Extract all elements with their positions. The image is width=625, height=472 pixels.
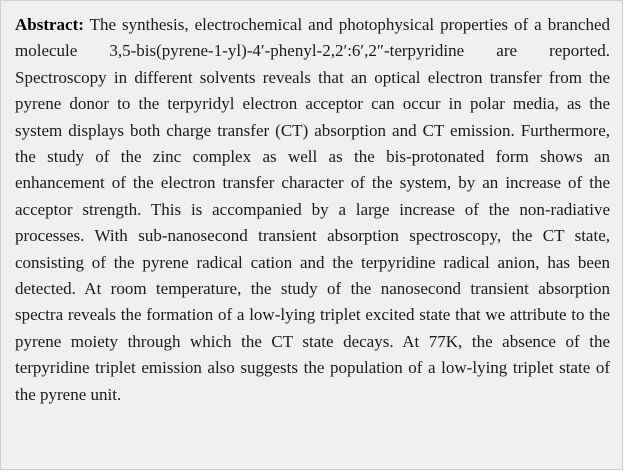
abstract-paragraph (15, 12, 610, 408)
abstract-body: The synthesis, electrochemical and photophysical properties of a branched molecule 3,5-bis(pyrene-1-yl)-4′-phenyl-2,2′:6′,2″-terpyridine are reported. Spectroscopy in different solvents reveals that an optical electron transfer from the pyrene donor to the terpyridyl electron acceptor can occur in polar media, as the system displays both charge transfer (CT) absorption and CT emission. Furthermore, the study of the zinc complex as well as the bis-protonated form shows an enhancement of the electron transfer character of the system, by an increase of the acceptor strength. This is accompanied by a large increase of the non-radiative processes. With sub-nanosecond transient absorption spectroscopy, the CT state, consisting of the pyrene radical cation and the terpyridine radical anion, has been detected. At room temperature, the study of the nanosecond transient absorption spectra reveals the formation of a low-lying triplet excited state that we attribute to the pyrene moiety through which the CT state decays. At 77K, the absence of the terpyridine triplet emission also suggests the population of a low-lying triplet state of the pyrene unit. (15, 15, 610, 404)
abstract-label: Abstract: (15, 15, 84, 34)
